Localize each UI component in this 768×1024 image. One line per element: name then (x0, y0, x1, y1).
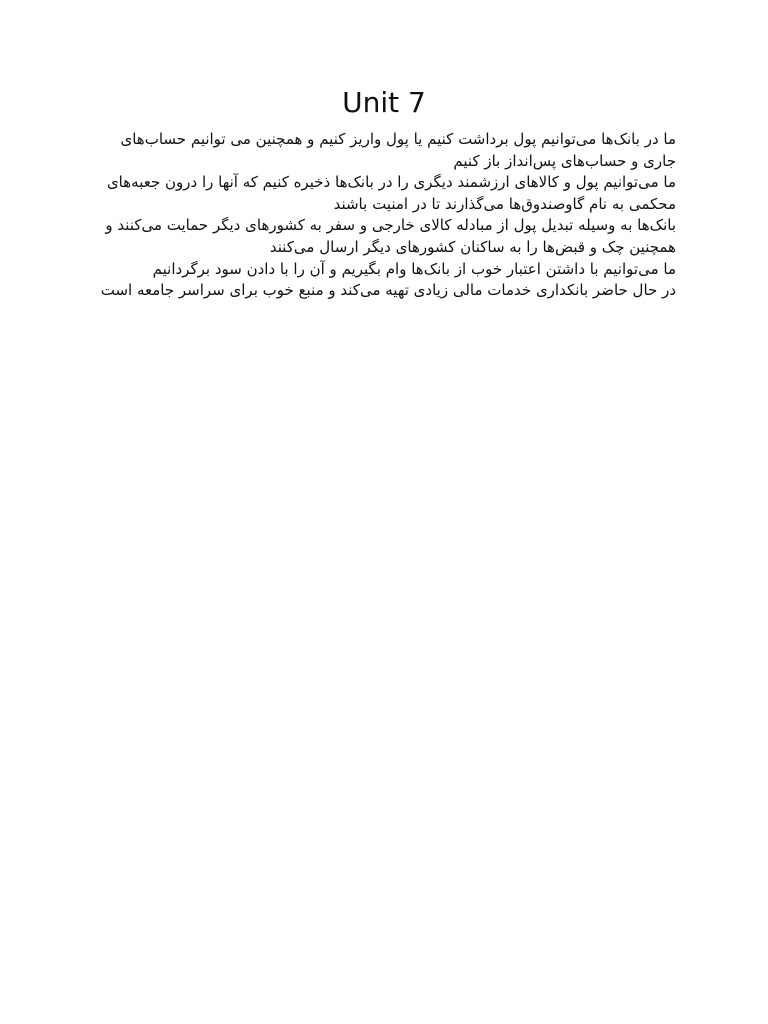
page-title: Unit 7 (342, 86, 426, 119)
paragraph-4: ما می‌توانیم با داشتن اعتبار خوب از بانک‌ها وام بگیریم و آن را با دادن سود برگردانیم (152, 259, 676, 278)
document-body (92, 129, 676, 302)
paragraph-3: بانک‌ها به وسیله تبدیل پول از مبادله کالای خارجی و سفر به کشورهای دیگر حمایت می‌کنند و همچنین چک و قبض‌ها را به ساکنان کشورهای دیگر ارسال می‌کنند (105, 216, 676, 256)
paragraph-2: ما می‌توانیم پول و کالاهای ارزشمند دیگری را در بانک‌ها ذخیره کنیم که آنها را درون جعبه‌های محکمی به نام گاوصندوق‌ها می‌گذارند تا در امنیت باشند (106, 173, 676, 213)
paragraph-5: در حال حاضر بانکداری خدمات مالی زیادی تهیه می‌کند و منبع خوب برای سراسر جامعه است (100, 281, 676, 300)
paragraph-1: ما در بانک‌ها می‌توانیم پول برداشت کنیم یا پول واریز کنیم و همچنین می توانیم حساب‌های جاری و حساب‌های پس‌انداز باز کنیم (120, 130, 676, 170)
